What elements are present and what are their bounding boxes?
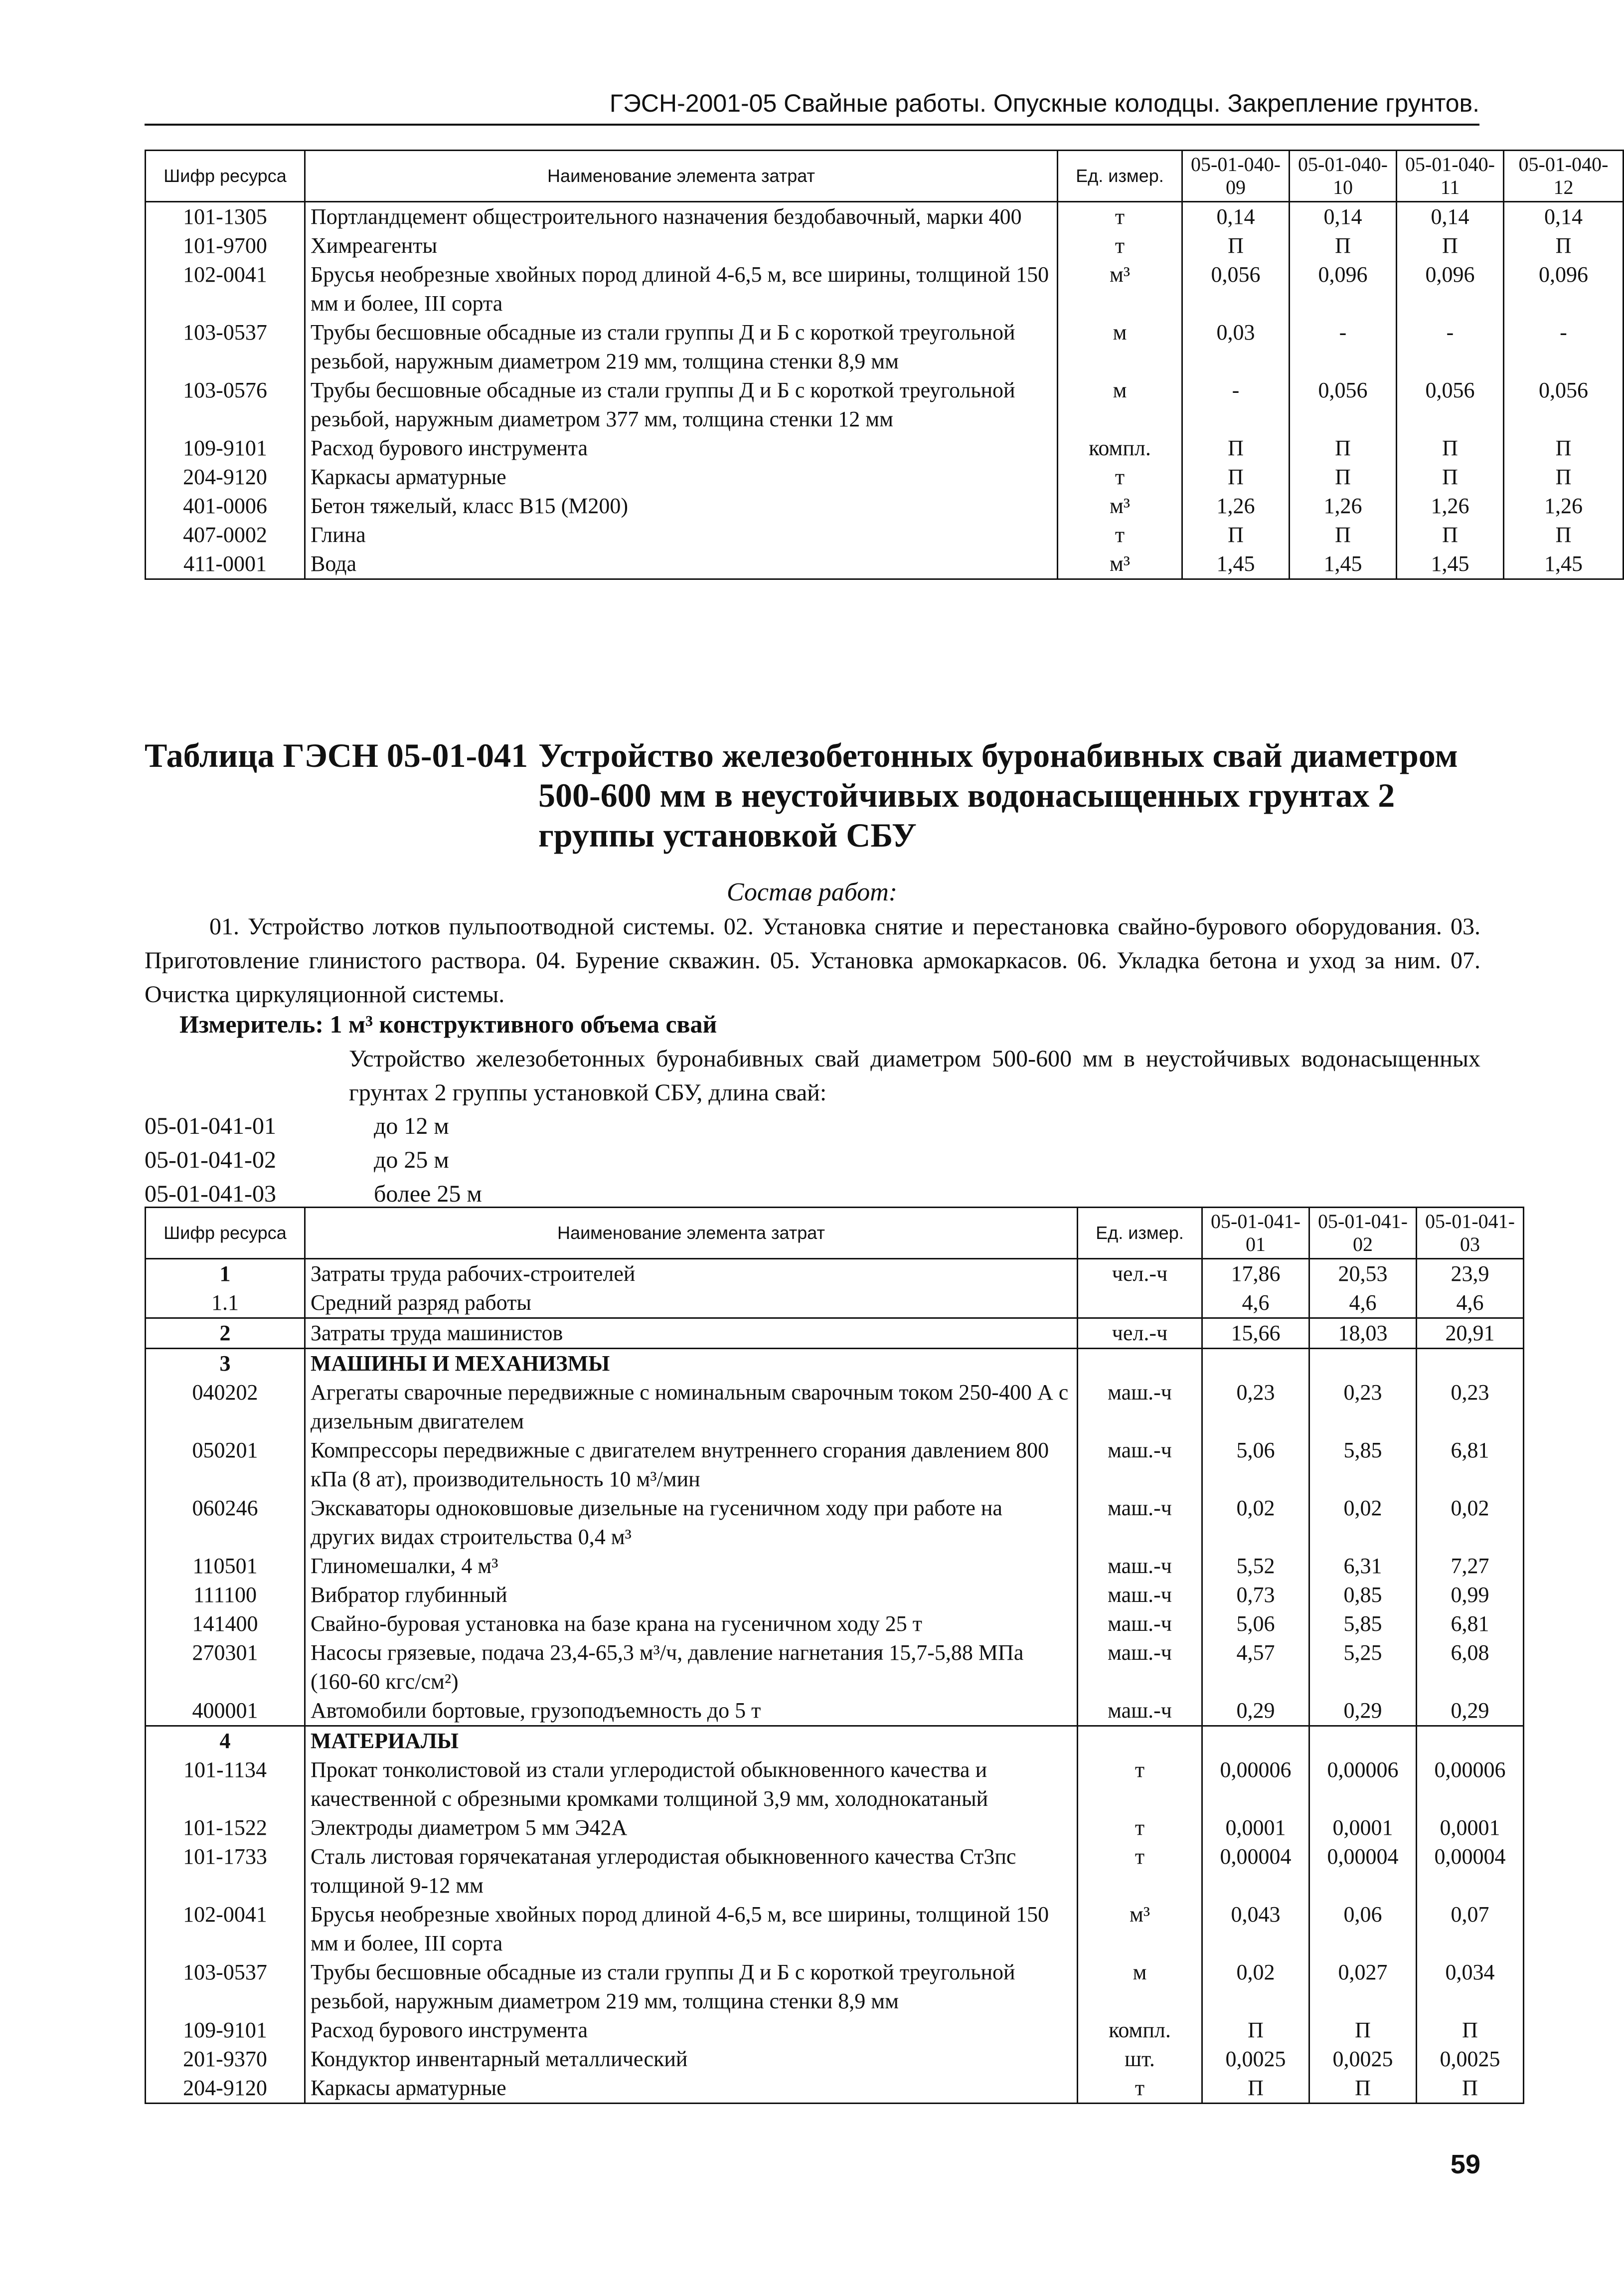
cell-value: 0,00004	[1202, 1842, 1309, 1900]
cell-name: Компрессоры передвижные с двигателем внутреннего сгорания давлением 800 кПа (8 ат), производительность 10 м³/мин	[305, 1436, 1078, 1494]
cell-unit	[1078, 1726, 1202, 1756]
cell-value: 4,57	[1202, 1638, 1309, 1696]
cell-value: 5,06	[1202, 1609, 1309, 1638]
cell-name: Каркасы арматурные	[305, 2074, 1078, 2104]
table-row	[146, 1349, 1524, 1379]
composition-heading: Состав работ:	[726, 878, 898, 906]
cell-value: 7,27	[1417, 1552, 1524, 1581]
cell-name: Глина	[305, 521, 1058, 549]
cell-unit: м	[1078, 1958, 1202, 2016]
cell-name: Расход бурового инструмента	[305, 434, 1058, 463]
table-row	[146, 1288, 1524, 1318]
cell-code: 102-0041	[146, 1900, 305, 1958]
cell-name: Экскаваторы одноковшовые дизельные на гусеничном ходу при работе на других видах строительства 0,4 м³	[305, 1494, 1078, 1552]
table-row	[146, 1756, 1524, 1813]
cell-value: П	[1417, 2016, 1524, 2045]
cell-unit: маш.-ч	[1078, 1696, 1202, 1726]
cell-unit: т	[1078, 1813, 1202, 1842]
cell-value: 0,02	[1417, 1494, 1524, 1552]
cell-value: 0,0025	[1309, 2045, 1417, 2074]
header-unit: Ед. измер.	[1058, 151, 1182, 202]
cell-name: Электроды диаметром 5 мм Э42А	[305, 1813, 1078, 1842]
cell-name: Брусья необрезные хвойных пород длиной 4-6,5 м, все ширины, толщиной 150 мм и более, III сорта	[305, 260, 1058, 318]
cell-code: 109-9101	[146, 434, 305, 463]
cell-value: 23,9	[1417, 1259, 1524, 1289]
cell-code: 102-0041	[146, 260, 305, 318]
cell-value: 1,26	[1290, 492, 1397, 521]
cell-value: 4,6	[1202, 1288, 1309, 1318]
table-row	[146, 521, 1624, 549]
cell-value: 20,53	[1309, 1259, 1417, 1289]
table-row	[146, 1378, 1524, 1436]
cell-value: 5,85	[1309, 1609, 1417, 1638]
cell-value: 0,0025	[1202, 2045, 1309, 2074]
cell-unit: маш.-ч	[1078, 1378, 1202, 1436]
cell-value: 0,00006	[1417, 1756, 1524, 1813]
cell-code: 3	[146, 1349, 305, 1379]
cell-value: 6,81	[1417, 1436, 1524, 1494]
cell-code: 270301	[146, 1638, 305, 1696]
table-row	[146, 434, 1624, 463]
measure-value: 1 м³ конструктивного объема свай	[329, 1010, 717, 1038]
resource-table-040	[145, 150, 1624, 580]
table-row	[146, 1581, 1524, 1609]
cell-unit: т	[1078, 1756, 1202, 1813]
cell-value: П	[1182, 521, 1290, 549]
cell-name: Насосы грязевые, подача 23,4-65,3 м³/ч, давление нагнетания 15,7-5,88 МПа (160-60 кгс/см²)	[305, 1638, 1078, 1696]
cell-value: 6,08	[1417, 1638, 1524, 1696]
cell-value: П	[1504, 463, 1624, 492]
cell-value: 1,26	[1504, 492, 1624, 521]
cell-value: П	[1290, 463, 1397, 492]
cell-value: 0,00004	[1417, 1842, 1524, 1900]
cell-name: Агрегаты сварочные передвижные с номинальным сварочным током 250-400 А с дизельным двигателем	[305, 1378, 1078, 1436]
cell-unit: т	[1078, 2074, 1202, 2104]
cell-value: П	[1309, 2016, 1417, 2045]
table-row	[146, 2045, 1524, 2074]
cell-value: 0,73	[1202, 1581, 1309, 1609]
cell-value: 0,0025	[1417, 2045, 1524, 2074]
cell-value: П	[1309, 2074, 1417, 2104]
cell-value: 0,23	[1417, 1378, 1524, 1436]
cell-value: 0,00006	[1309, 1756, 1417, 1813]
cell-value: П	[1397, 231, 1504, 260]
cell-value: 0,23	[1202, 1378, 1309, 1436]
cell-value: 0,14	[1397, 202, 1504, 232]
cell-code: 400001	[146, 1696, 305, 1726]
cell-unit: м³	[1058, 549, 1182, 579]
cell-value: П	[1182, 231, 1290, 260]
cell-code: 1.1	[146, 1288, 305, 1318]
cell-value: 1,45	[1182, 549, 1290, 579]
section-title	[145, 735, 1480, 855]
cell-unit: м³	[1058, 260, 1182, 318]
table-row	[146, 1813, 1524, 1842]
cell-name: Средний разряд работы	[305, 1288, 1078, 1318]
cell-value	[1417, 1349, 1524, 1379]
cell-value: 17,86	[1202, 1259, 1309, 1289]
cell-value	[1202, 1349, 1309, 1379]
cell-value	[1417, 1726, 1524, 1756]
cell-value: П	[1182, 434, 1290, 463]
table-row	[146, 376, 1624, 434]
cell-value: 0,29	[1417, 1696, 1524, 1726]
cell-value: П	[1290, 521, 1397, 549]
cell-value: -	[1182, 376, 1290, 434]
cell-value: П	[1290, 434, 1397, 463]
cell-value: 0,096	[1290, 260, 1397, 318]
cell-value: 0,14	[1504, 202, 1624, 232]
cell-unit: м³	[1058, 492, 1182, 521]
page-number: 59	[1450, 2149, 1480, 2179]
table-row	[146, 1842, 1524, 1900]
cell-name: Свайно-буровая установка на базе крана на гусеничном ходу 25 т	[305, 1609, 1078, 1638]
table-row	[146, 1696, 1524, 1726]
cell-unit: т	[1058, 463, 1182, 492]
table-header-row	[146, 151, 1624, 202]
cell-value: 0,034	[1417, 1958, 1524, 2016]
header-col-041-03: 05-01-041-03	[1417, 1208, 1524, 1259]
cell-value: П	[1202, 2074, 1309, 2104]
cell-value: 0,02	[1309, 1494, 1417, 1552]
cell-unit: маш.-ч	[1078, 1638, 1202, 1696]
cell-unit: т	[1078, 1842, 1202, 1900]
table-row	[146, 549, 1624, 579]
cell-value: 0,056	[1290, 376, 1397, 434]
header-unit: Ед. измер.	[1078, 1208, 1202, 1259]
cell-value: 0,02	[1202, 1958, 1309, 2016]
cell-code: 101-9700	[146, 231, 305, 260]
cell-code: 050201	[146, 1436, 305, 1494]
table-row	[146, 1318, 1524, 1349]
cell-value: 0,00004	[1309, 1842, 1417, 1900]
cell-value: 15,66	[1202, 1318, 1309, 1349]
cell-value: 18,03	[1309, 1318, 1417, 1349]
variant-code: 05-01-041-02	[145, 1147, 276, 1173]
cell-value: П	[1397, 463, 1504, 492]
cell-code: 101-1134	[146, 1756, 305, 1813]
cell-value: 0,0001	[1202, 1813, 1309, 1842]
table-row	[146, 2074, 1524, 2104]
header-col-040-09: 05-01-040-09	[1182, 151, 1290, 202]
variant-text: до 12 м	[374, 1113, 449, 1139]
cell-unit: маш.-ч	[1078, 1552, 1202, 1581]
cell-value: П	[1290, 231, 1397, 260]
header-col-041-01: 05-01-041-01	[1202, 1208, 1309, 1259]
cell-unit: шт.	[1078, 2045, 1202, 2074]
cell-value: 0,29	[1202, 1696, 1309, 1726]
cell-value: П	[1397, 521, 1504, 549]
cell-value: 0,096	[1504, 260, 1624, 318]
cell-value: 0,00006	[1202, 1756, 1309, 1813]
cell-code: 201-9370	[146, 2045, 305, 2074]
cell-unit: чел.-ч	[1078, 1318, 1202, 1349]
cell-value: 0,02	[1202, 1494, 1309, 1552]
cell-value: П	[1504, 231, 1624, 260]
cell-value: П	[1417, 2074, 1524, 2104]
cell-name: Глиномешалки, 4 м³	[305, 1552, 1078, 1581]
cell-value: 0,99	[1417, 1581, 1524, 1609]
cell-unit: т	[1058, 231, 1182, 260]
table-row	[146, 492, 1624, 521]
cell-unit	[1078, 1288, 1202, 1318]
cell-code: 101-1733	[146, 1842, 305, 1900]
cell-value: 0,03	[1182, 318, 1290, 376]
cell-code: 204-9120	[146, 463, 305, 492]
table-row	[146, 1609, 1524, 1638]
cell-value: 6,31	[1309, 1552, 1417, 1581]
cell-value: 1,45	[1397, 549, 1504, 579]
cell-name: МАШИНЫ И МЕХАНИЗМЫ	[305, 1349, 1078, 1379]
cell-code: 109-9101	[146, 2016, 305, 2045]
table-row	[146, 1958, 1524, 2016]
cell-value	[1309, 1349, 1417, 1379]
header-name: Наименование элемента затрат	[305, 1208, 1078, 1259]
cell-name: Химреагенты	[305, 231, 1058, 260]
cell-unit: т	[1058, 521, 1182, 549]
cell-value: П	[1504, 521, 1624, 549]
cell-name: Брусья необрезные хвойных пород длиной 4-6,5 м, все ширины, толщиной 150 мм и более, III сорта	[305, 1900, 1078, 1958]
cell-unit: чел.-ч	[1078, 1259, 1202, 1289]
table-row	[146, 1259, 1524, 1289]
cell-value: 0,06	[1309, 1900, 1417, 1958]
cell-value: 0,056	[1182, 260, 1290, 318]
cell-name: Автомобили бортовые, грузоподъемность до 5 т	[305, 1696, 1078, 1726]
cell-code: 141400	[146, 1609, 305, 1638]
cell-unit: маш.-ч	[1078, 1494, 1202, 1552]
cell-unit: маш.-ч	[1078, 1436, 1202, 1494]
cell-value: П	[1397, 434, 1504, 463]
cell-value: 4,6	[1417, 1288, 1524, 1318]
variant-item	[145, 1109, 449, 1143]
cell-value: 0,14	[1290, 202, 1397, 232]
running-header: ГЭСН-2001-05 Свайные работы. Опускные колодцы. Закрепление грунтов.	[145, 89, 1479, 126]
header-col-041-02: 05-01-041-02	[1309, 1208, 1417, 1259]
cell-code: 401-0006	[146, 492, 305, 521]
cell-value: 6,81	[1417, 1609, 1524, 1638]
variant-text: до 25 м	[374, 1147, 449, 1173]
cell-value: 0,056	[1397, 376, 1504, 434]
cell-value: 0,85	[1309, 1581, 1417, 1609]
cell-value: 0,0001	[1309, 1813, 1417, 1842]
variant-item	[145, 1177, 482, 1211]
cell-value: 20,91	[1417, 1318, 1524, 1349]
header-code: Шифр ресурса	[146, 151, 305, 202]
cell-code: 2	[146, 1318, 305, 1349]
variant-description: Устройство железобетонных буронабивных свай диаметром 500-600 мм в неустойчивых водонасыщенных грунтах 2 группы установкой СБУ, длина свай:	[349, 1046, 1480, 1106]
cell-name: Трубы бесшовные обсадные из стали группы Д и Б с короткой треугольной резьбой, наружным диаметром 219 мм, толщина стенки 8,9 мм	[305, 318, 1058, 376]
variant-text: более 25 м	[374, 1181, 482, 1207]
cell-value: П	[1504, 434, 1624, 463]
cell-name: Затраты труда рабочих-строителей	[305, 1259, 1078, 1289]
cell-unit	[1078, 1349, 1202, 1379]
cell-value	[1202, 1726, 1309, 1756]
cell-value	[1309, 1726, 1417, 1756]
table-body	[146, 1259, 1524, 2104]
table-row	[146, 1900, 1524, 1958]
header-code: Шифр ресурса	[146, 1208, 305, 1259]
header-col-040-10: 05-01-040-10	[1290, 151, 1397, 202]
measure-line	[179, 1010, 717, 1039]
cell-value: 0,096	[1397, 260, 1504, 318]
cell-name: Трубы бесшовные обсадные из стали группы Д и Б с короткой треугольной резьбой, наружным диаметром 219 мм, толщина стенки 8,9 мм	[305, 1958, 1078, 2016]
table-row	[146, 1552, 1524, 1581]
cell-value: П	[1182, 463, 1290, 492]
variant-code: 05-01-041-03	[145, 1181, 276, 1207]
cell-code: 103-0537	[146, 1958, 305, 2016]
cell-value: -	[1504, 318, 1624, 376]
cell-unit: компл.	[1078, 2016, 1202, 2045]
table-row	[146, 318, 1624, 376]
table-row	[146, 1638, 1524, 1696]
cell-value: 0,0001	[1417, 1813, 1524, 1842]
cell-value: 4,6	[1309, 1288, 1417, 1318]
cell-code: 103-0576	[146, 376, 305, 434]
cell-value: 0,14	[1182, 202, 1290, 232]
header-col-040-12: 05-01-040-12	[1504, 151, 1624, 202]
cell-value: 0,027	[1309, 1958, 1417, 2016]
variant-item	[145, 1143, 449, 1177]
table-row	[146, 1436, 1524, 1494]
table-header-row	[146, 1208, 1524, 1259]
cell-code: 4	[146, 1726, 305, 1756]
cell-value: 0,23	[1309, 1378, 1417, 1436]
cell-value: 1,45	[1290, 549, 1397, 579]
cell-value: 1,26	[1397, 492, 1504, 521]
cell-name: МАТЕРИАЛЫ	[305, 1726, 1078, 1756]
cell-code: 110501	[146, 1552, 305, 1581]
table-body	[146, 202, 1624, 579]
cell-name: Затраты труда машинистов	[305, 1318, 1078, 1349]
cell-unit: маш.-ч	[1078, 1609, 1202, 1638]
cell-code: 411-0001	[146, 549, 305, 579]
cell-name: Кондуктор инвентарный металлический	[305, 2045, 1078, 2074]
cell-name: Трубы бесшовные обсадные из стали группы Д и Б с короткой треугольной резьбой, наружным диаметром 377 мм, толщина стенки 12 мм	[305, 376, 1058, 434]
cell-code: 101-1305	[146, 202, 305, 232]
cell-name: Сталь листовая горячекатаная углеродистая обыкновенного качества Ст3пс толщиной 9-12 мм	[305, 1842, 1078, 1900]
cell-value: 5,25	[1309, 1638, 1417, 1696]
cell-unit: т	[1058, 202, 1182, 232]
cell-value: 0,056	[1504, 376, 1624, 434]
header-col-040-11: 05-01-040-11	[1397, 151, 1504, 202]
cell-value: 5,52	[1202, 1552, 1309, 1581]
cell-value: 0,29	[1309, 1696, 1417, 1726]
measure-label: Измеритель:	[179, 1010, 324, 1038]
cell-value: 0,07	[1417, 1900, 1524, 1958]
cell-code: 040202	[146, 1378, 305, 1436]
cell-unit: м	[1058, 376, 1182, 434]
cell-code: 1	[146, 1259, 305, 1289]
cell-value: 1,45	[1504, 549, 1624, 579]
table-number: Таблица ГЭСН 05-01-041	[145, 736, 528, 774]
cell-unit: м³	[1078, 1900, 1202, 1958]
cell-code: 111100	[146, 1581, 305, 1609]
cell-value: П	[1202, 2016, 1309, 2045]
table-row	[146, 1726, 1524, 1756]
cell-name: Расход бурового инструмента	[305, 2016, 1078, 2045]
table-row	[146, 1494, 1524, 1552]
cell-code: 101-1522	[146, 1813, 305, 1842]
cell-name: Бетон тяжелый, класс В15 (М200)	[305, 492, 1058, 521]
cell-unit: м	[1058, 318, 1182, 376]
cell-code: 103-0537	[146, 318, 305, 376]
cell-unit: компл.	[1058, 434, 1182, 463]
cell-value: 1,26	[1182, 492, 1290, 521]
table-caption: Устройство железобетонных буронабивных свай диаметром 500-600 мм в неустойчивых водонасыщенных грунтах 2 группы установкой СБУ	[538, 736, 1458, 854]
cell-value: -	[1290, 318, 1397, 376]
resource-table-041	[145, 1207, 1524, 2104]
table-row	[146, 260, 1624, 318]
cell-value: 0,043	[1202, 1900, 1309, 1958]
cell-name: Портландцемент общестроительного назначения бездобавочный, марки 400	[305, 202, 1058, 232]
cell-name: Прокат тонколистовой из стали углеродистой обыкновенного качества и качественной с обрезными кромками толщиной 3,9 мм, холоднокатаный	[305, 1756, 1078, 1813]
cell-name: Вода	[305, 549, 1058, 579]
cell-value: 5,06	[1202, 1436, 1309, 1494]
cell-unit: маш.-ч	[1078, 1581, 1202, 1609]
cell-value: 5,85	[1309, 1436, 1417, 1494]
table-row	[146, 231, 1624, 260]
table-row	[146, 463, 1624, 492]
cell-code: 204-9120	[146, 2074, 305, 2104]
cell-name: Каркасы арматурные	[305, 463, 1058, 492]
table-row	[146, 2016, 1524, 2045]
variant-code: 05-01-041-01	[145, 1113, 276, 1139]
table-row	[146, 202, 1624, 232]
cell-code: 060246	[146, 1494, 305, 1552]
cell-value: -	[1397, 318, 1504, 376]
cell-name: Вибратор глубинный	[305, 1581, 1078, 1609]
cell-code: 407-0002	[146, 521, 305, 549]
works-list: 01. Устройство лотков пульпоотводной системы. 02. Установка снятие и перестановка свайно-бурового оборудования. 03. Приготовление глинистого раствора. 04. Бурение скважин. 05. Установка армокаркасов. 06. Укладка бетона и уход за ним. 07. Очистка циркуляционной системы.	[145, 913, 1480, 1008]
header-name: Наименование элемента затрат	[305, 151, 1058, 202]
